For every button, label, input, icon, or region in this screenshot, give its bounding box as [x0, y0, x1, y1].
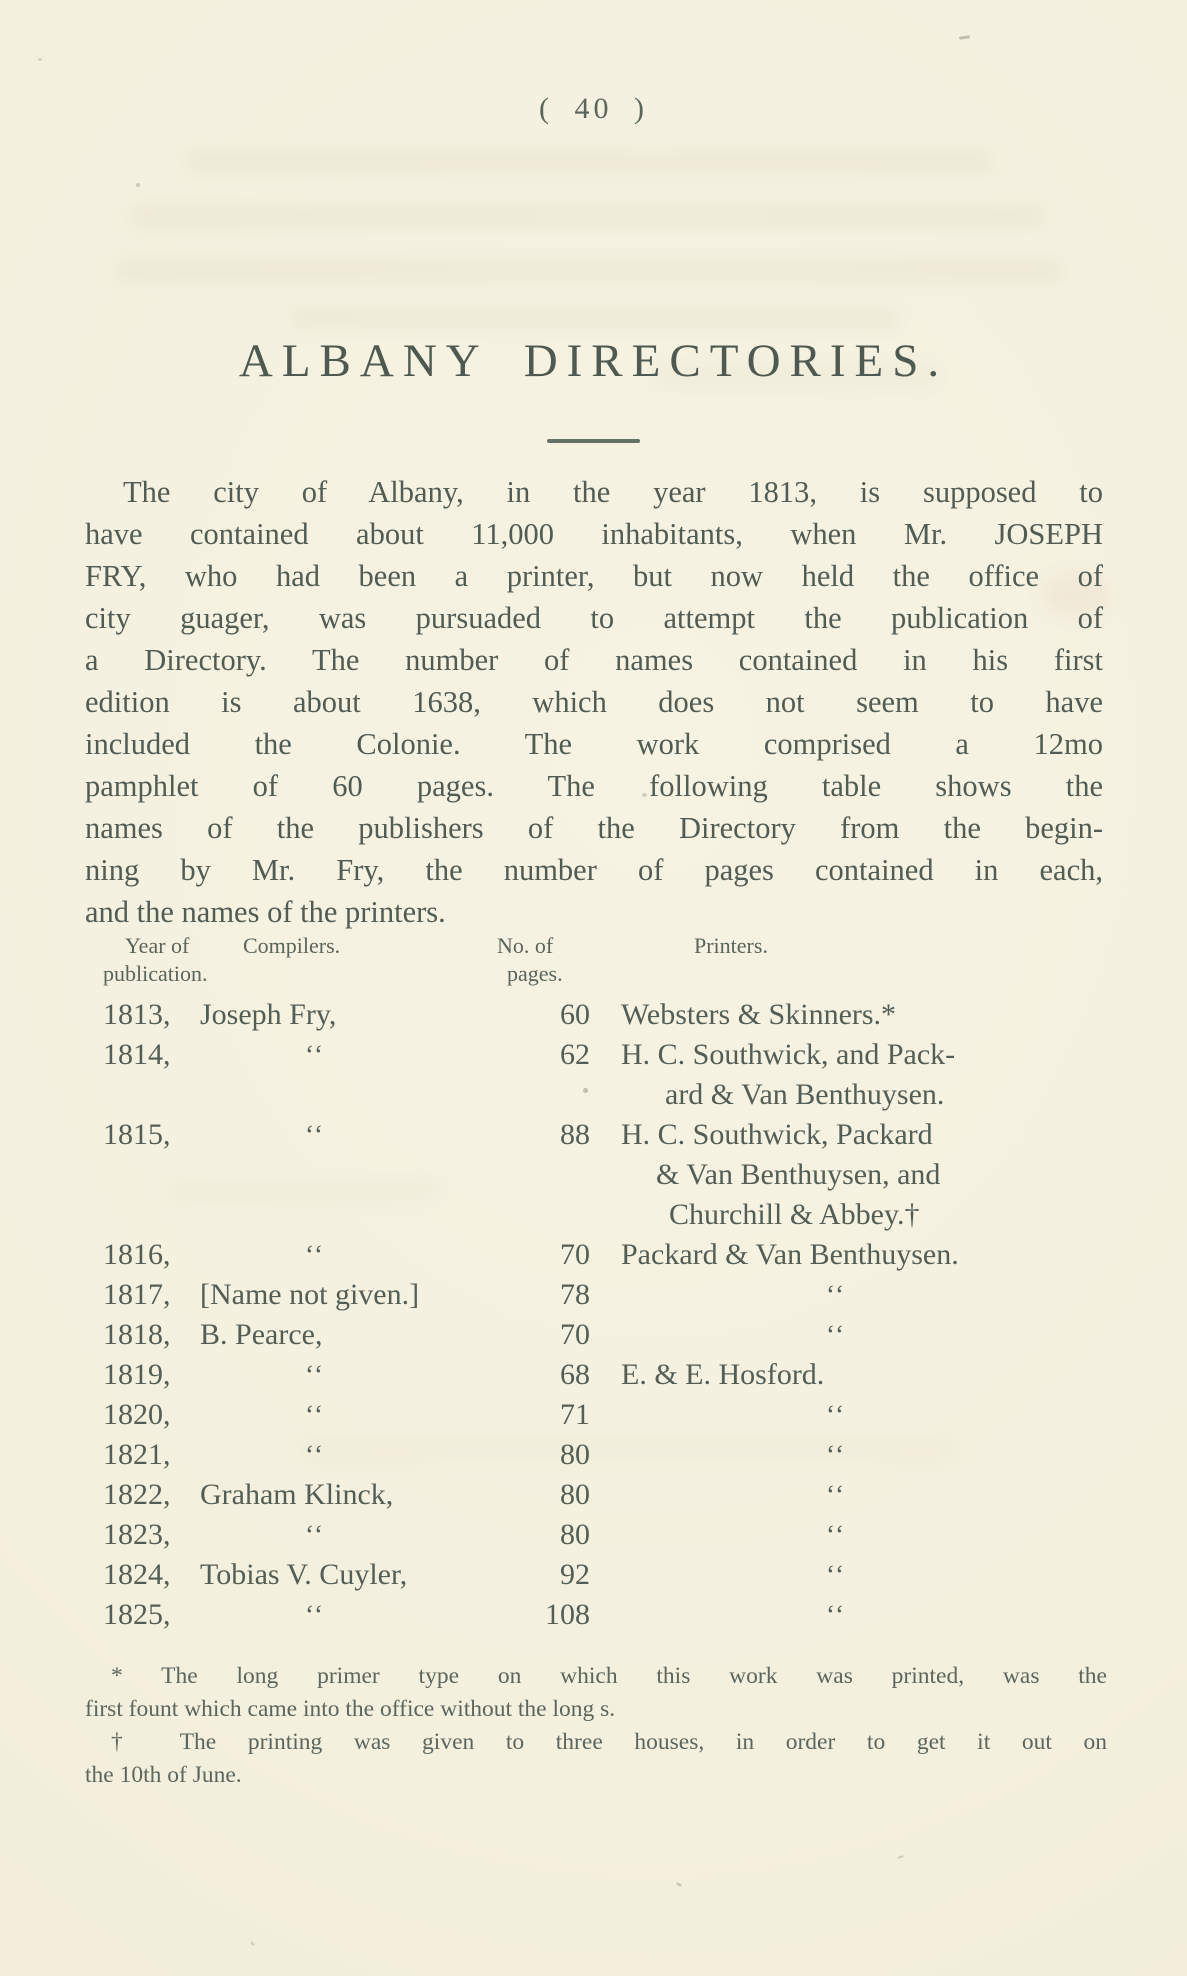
cell-year: 1815,	[103, 1118, 171, 1151]
cell-pages: 80	[560, 1518, 590, 1551]
paragraph-line: ning by Mr. Fry, the number of pages contained in each,	[85, 853, 1103, 887]
cell-compiler-ditto: ‘‘	[305, 1040, 325, 1070]
paragraph-line: a Directory. The number of names contained in his first	[85, 643, 1103, 677]
cell-printer-ditto: ‘‘	[826, 1440, 846, 1470]
cell-pages: 78	[560, 1278, 590, 1311]
directories-table	[103, 995, 1143, 1635]
cell-compiler-ditto: ‘‘	[305, 1120, 325, 1150]
paragraph-line: city guager, was pursuaded to attempt the publication of	[85, 601, 1103, 635]
footnote-asterisk-line: first fount which came into the office without the long s.	[85, 1696, 616, 1722]
cell-printer: Churchill & Abbey.†	[669, 1198, 920, 1231]
cell-pages: 62	[560, 1038, 590, 1071]
cell-pages: 71	[560, 1398, 590, 1431]
cell-pages: 92	[560, 1558, 590, 1591]
cell-year: 1824,	[103, 1558, 171, 1591]
cell-compiler: B. Pearce,	[200, 1318, 323, 1351]
table-row	[103, 1435, 1143, 1475]
cell-year: 1818,	[103, 1318, 171, 1351]
cell-year: 1821,	[103, 1438, 171, 1471]
cell-pages: 80	[560, 1438, 590, 1471]
table-row	[103, 1355, 1143, 1395]
cell-pages: 70	[560, 1238, 590, 1271]
cell-printer: E. & E. Hosford.	[621, 1358, 825, 1391]
cell-compiler: Joseph Fry,	[200, 998, 337, 1031]
scan-speck	[250, 1941, 256, 1947]
page-number: ( 40 )	[539, 92, 648, 125]
cell-printer-ditto: ‘‘	[826, 1400, 846, 1430]
cell-printer-ditto: ‘‘	[826, 1320, 846, 1350]
table-row	[103, 1115, 1143, 1155]
cell-printer-ditto: ‘‘	[826, 1520, 846, 1550]
title-divider	[547, 439, 640, 443]
paragraph-line: included the Colonie. The work comprised a 12mo	[85, 727, 1103, 761]
table-row-continuation	[103, 1155, 1143, 1195]
paragraph-line: edition is about 1638, which does not seem to have	[85, 685, 1103, 719]
scan-speck	[38, 58, 42, 61]
cell-year: 1820,	[103, 1398, 171, 1431]
table-row	[103, 995, 1143, 1035]
table-row	[103, 1555, 1143, 1595]
paragraph-line: have contained about 11,000 inhabitants, when Mr. JOSEPH	[85, 517, 1103, 551]
column-header-year: Year of	[125, 933, 190, 958]
scan-speck	[136, 183, 140, 187]
cell-compiler-ditto: ‘‘	[305, 1400, 325, 1430]
cell-pages: 60	[560, 998, 590, 1031]
table-row-continuation	[103, 1195, 1143, 1235]
cell-printer: & Van Benthuysen, and	[656, 1158, 941, 1191]
cell-pages: 88	[560, 1118, 590, 1151]
cell-printer: Packard & Van Benthuysen.	[621, 1238, 959, 1271]
cell-compiler-ditto: ‘‘	[305, 1600, 325, 1630]
cell-year: 1813,	[103, 998, 171, 1031]
paragraph-line: FRY, who had been a printer, but now held the office of	[85, 559, 1103, 593]
cell-compiler-ditto: ‘‘	[305, 1360, 325, 1390]
cell-compiler-ditto: ‘‘	[305, 1520, 325, 1550]
scan-speck	[897, 1855, 904, 1859]
cell-printer: ard & Van Benthuysen.	[665, 1078, 945, 1111]
scan-speck	[676, 1882, 683, 1888]
cell-compiler: [Name not given.]	[200, 1278, 420, 1311]
column-header-pages: No. of	[497, 933, 554, 958]
table-row	[103, 1395, 1143, 1435]
cell-printer-ditto: ‘‘	[826, 1480, 846, 1510]
cell-printer: H. C. Southwick, Packard	[621, 1118, 933, 1151]
table-row	[103, 1315, 1143, 1355]
column-header-year: publication.	[103, 961, 208, 986]
cell-compiler-ditto: ‘‘	[305, 1440, 325, 1470]
paragraph-line: The city of Albany, in the year 1813, is supposed to	[123, 475, 1103, 509]
cell-compiler-ditto: ‘‘	[305, 1240, 325, 1270]
paragraph-line: pamphlet of 60 pages. The following table shows the	[85, 769, 1103, 803]
footnote-dagger-line: † The printing was given to three houses, in order to get it out on	[111, 1729, 1107, 1755]
table-row	[103, 1595, 1143, 1635]
bleed-through-artifact	[115, 258, 1065, 283]
table-row	[103, 1035, 1143, 1075]
cell-pages: 68	[560, 1358, 590, 1391]
column-header-printers: Printers.	[694, 933, 768, 958]
page-title: ALBANY DIRECTORIES.	[238, 335, 949, 387]
scan-speck	[959, 35, 970, 40]
bleed-through-artifact	[130, 204, 1045, 229]
table-row	[103, 1275, 1143, 1315]
cell-printer-ditto: ‘‘	[826, 1280, 846, 1310]
paragraph-line: names of the publishers of the Directory from the begin-	[85, 811, 1103, 845]
footnotes	[85, 1660, 1107, 1792]
footnote-dagger-line: the 10th of June.	[85, 1762, 242, 1788]
cell-printer: Websters & Skinners.*	[621, 998, 897, 1031]
table-row	[103, 1475, 1143, 1515]
table-row	[103, 1515, 1143, 1555]
bleed-through-artifact	[290, 308, 900, 330]
paragraph-line: and the names of the printers.	[85, 895, 446, 929]
cell-year: 1825,	[103, 1598, 171, 1631]
cell-year: 1814,	[103, 1038, 171, 1071]
cell-year: 1823,	[103, 1518, 171, 1551]
cell-printer-ditto: ‘‘	[826, 1600, 846, 1630]
cell-printer-ditto: ‘‘	[826, 1560, 846, 1590]
cell-year: 1819,	[103, 1358, 171, 1391]
bleed-through-artifact	[185, 150, 995, 174]
table-row	[103, 1235, 1143, 1275]
footnote-asterisk-line: * The long primer type on which this work was printed, was the	[111, 1663, 1107, 1689]
cell-compiler: Graham Klinck,	[200, 1478, 394, 1511]
cell-printer: H. C. Southwick, and Pack-	[621, 1038, 956, 1071]
cell-pages: 70	[560, 1318, 590, 1351]
column-header-compilers: Compilers.	[243, 933, 341, 958]
cell-year: 1822,	[103, 1478, 171, 1511]
cell-pages: 108	[545, 1598, 590, 1631]
intro-paragraph	[85, 471, 1103, 933]
column-header-pages: pages.	[507, 961, 563, 986]
cell-year: 1816,	[103, 1238, 171, 1271]
cell-pages: 80	[560, 1478, 590, 1511]
table-row-continuation	[103, 1075, 1143, 1115]
cell-compiler: Tobias V. Cuyler,	[200, 1558, 408, 1591]
cell-year: 1817,	[103, 1278, 171, 1311]
